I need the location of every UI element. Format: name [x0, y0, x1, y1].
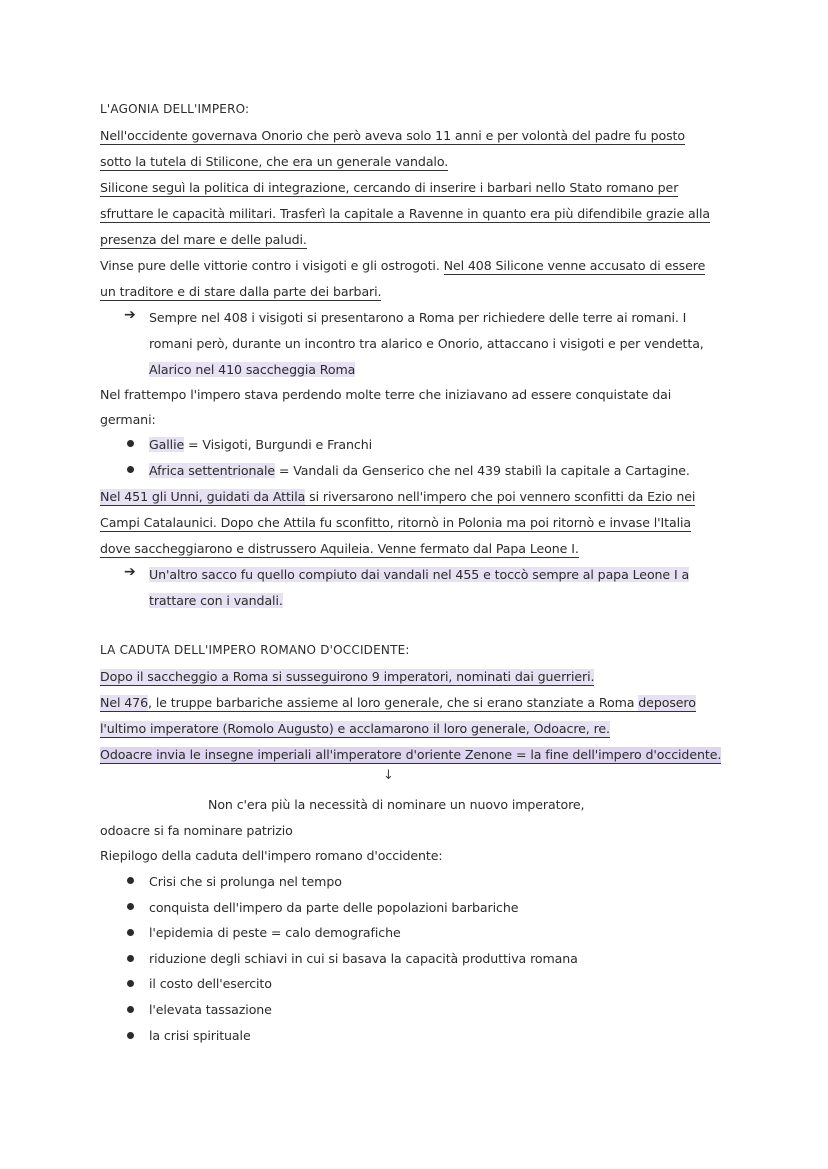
- text-line: Sempre nel 408 i visigoti si presentarono a Roma per richiedere delle terre ai romani. I: [149, 310, 687, 325]
- list-item: conquista dell'impero da parte delle popolazioni barbariche: [149, 900, 519, 915]
- text-highlighted: Africa settentrionale: [149, 463, 276, 478]
- text-line: Nel frattempo l'impero stava perdendo molte terre che iniziavano ad essere conquistate dai: [100, 387, 672, 402]
- text-line: [100, 153, 448, 170]
- text-line: [149, 436, 372, 453]
- arrow-right-icon: ➔: [124, 307, 136, 323]
- bullet-icon: [127, 440, 134, 447]
- arrow-right-icon: ➔: [124, 564, 136, 580]
- text-line: [100, 746, 721, 763]
- text-underlined: Campi Catalaunici. Dopo che Attila fu sconfitto, ritornò in Polonia ma poi ritornò e invase l'Italia: [100, 515, 692, 530]
- bullet-icon: [127, 929, 134, 936]
- section-title-agonia: L'AGONIA DELL'IMPERO:: [100, 102, 250, 116]
- text-underlined-highlighted: l'ultimo imperatore (Romolo Augusto) e acclamarono il loro generale, Odoacre, re.: [100, 721, 610, 736]
- section-title-caduta: LA CADUTA DELL'IMPERO ROMANO D'OCCIDENTE:: [100, 643, 410, 657]
- bullet-icon: [127, 1032, 134, 1039]
- list-item: l'epidemia di peste = calo demografiche: [149, 925, 401, 940]
- text-highlighted: Alarico nel 410 saccheggia Roma: [149, 362, 356, 377]
- text-underlined-highlighted: Dopo il saccheggio a Roma si susseguirono 9 imperatori, nominati dai guerrieri.: [100, 669, 595, 684]
- text-underlined: presenza del mare e delle paludi.: [100, 232, 307, 247]
- text-line: [100, 127, 685, 144]
- text-line: [100, 694, 696, 711]
- list-item: il costo dell'esercito: [149, 976, 272, 991]
- text-line: [100, 257, 705, 274]
- bullet-icon: [127, 466, 134, 473]
- text-underlined: Silicone seguì la politica di integrazione, cercando di inserire i barbari nello Stato romano per: [100, 180, 679, 195]
- bullet-icon: [127, 980, 134, 987]
- text-underlined-highlighted: Nel 451 gli Unni, guidati da Attila: [100, 489, 306, 504]
- text-line: romani però, durante un incontro tra alarico e Onorio, attaccano i visigoti e per vendetta,: [149, 336, 704, 351]
- text-line: [100, 668, 594, 685]
- text-plain: = Vandali da Genserico che nel 439 stabilì la capitale a Cartagine.: [275, 463, 690, 478]
- recap-title: Riepilogo della caduta dell'impero romano d'occidente:: [100, 848, 443, 863]
- text-underlined: Nel 408 Silicone venne accusato di essere: [443, 258, 706, 273]
- text-underlined: sotto la tutela di Stilicone, che era un generale vandalo.: [100, 154, 449, 169]
- text-line: [100, 205, 710, 222]
- text-line: [100, 179, 678, 196]
- bullet-icon: [127, 1006, 134, 1013]
- arrow-down-icon: ↓: [383, 768, 394, 783]
- text-highlighted: Gallie: [149, 437, 185, 452]
- text-underlined: , le truppe barbariche assieme al loro generale, che si erano stanziate a Roma: [148, 695, 639, 710]
- text-highlighted: trattare con i vandali.: [149, 593, 283, 608]
- text-underlined-highlighted: deposero: [638, 695, 696, 710]
- list-item: l'elevata tassazione: [149, 1002, 272, 1017]
- list-item: Crisi che si prolunga nel tempo: [149, 874, 342, 889]
- text-underlined-highlighted: Nel 476: [100, 695, 149, 710]
- text-line: [149, 361, 355, 378]
- list-item: la crisi spirituale: [149, 1028, 251, 1043]
- text-underlined: un traditore e di stare dalla parte dei barbari.: [100, 284, 382, 299]
- text-underlined: si riversarono nell'impero che poi vennero sconfitti da Ezio nei: [305, 489, 696, 504]
- text-line: [100, 488, 695, 505]
- text-underlined: Nell'occidente governava Onorio che però aveva solo 11 anni e per volontà del padre fu posto: [100, 128, 685, 143]
- text-line: [100, 720, 610, 737]
- bullet-icon: [127, 955, 134, 962]
- text-line: [149, 566, 689, 583]
- text-line: Non c'era più la necessità di nominare un nuovo imperatore,: [208, 797, 585, 812]
- text-underlined-highlighted: Odoacre invia le insegne imperiali all'imperatore d'oriente Zenone = la fine dell'impero d'occidente.: [100, 747, 722, 762]
- text-plain: = Visigoti, Burgundi e Franchi: [184, 437, 373, 452]
- text-highlighted: Un'altro sacco fu quello compiuto dai vandali nel 455 e toccò sempre al papa Leone I a: [149, 567, 690, 582]
- text-line: [149, 462, 690, 479]
- text-underlined: sfruttare le capacità militari. Trasferì la capitale a Ravenne in quanto era più difendibile grazie alla: [100, 206, 711, 221]
- bullet-icon: [127, 877, 134, 884]
- text-line: [100, 231, 307, 248]
- bullet-icon: [127, 903, 134, 910]
- text-line: [149, 592, 283, 609]
- text-plain: Vinse pure delle vittorie contro i visigoti e gli ostrogoti.: [100, 258, 444, 273]
- text-line: [100, 283, 381, 300]
- text-line: odoacre si fa nominare patrizio: [100, 823, 293, 838]
- list-item: riduzione degli schiavi in cui si basava la capacità produttiva romana: [149, 951, 578, 966]
- text-line: [100, 514, 691, 531]
- text-line: [100, 540, 579, 557]
- text-line: germani:: [100, 412, 156, 427]
- text-underlined: dove saccheggiarono e distrussero Aquileia. Venne fermato dal Papa Leone I.: [100, 541, 579, 556]
